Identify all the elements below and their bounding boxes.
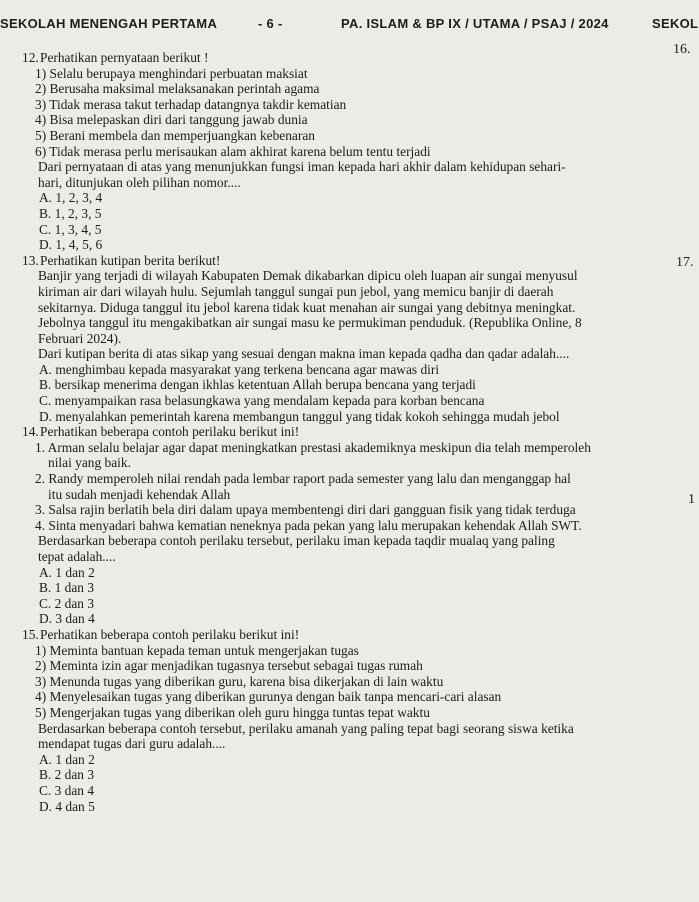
question-14 [22, 424, 652, 627]
question-text: tepat adalah.... [38, 549, 116, 564]
answer-option-a[interactable]: A. menghimbau kepada masyarakat yang terkena bencana agar mawas diri [39, 361, 440, 377]
question-12 [22, 50, 652, 253]
side-number-17: 17. [676, 255, 694, 270]
questions-column [22, 50, 652, 814]
statement-item: 3) Tidak merasa takut terhadap datangnya takdir kematian [35, 96, 347, 112]
answer-option-a[interactable]: A. 1 dan 2 [39, 564, 95, 580]
page-header [0, 8, 699, 32]
question-13 [22, 253, 652, 425]
question-prompt: 14.Perhatikan beberapa contoh perilaku berikut ini! [22, 424, 300, 440]
question-text: hari, ditunjukan oleh pilihan nomor.... [38, 174, 241, 190]
question-prompt: 15.Perhatikan beberapa contoh perilaku berikut ini! [22, 626, 300, 642]
question-prompt: 12.Perhatikan pernyataan berikut ! [22, 50, 209, 65]
answer-option-b[interactable]: B. 1 dan 3 [39, 580, 95, 596]
news-passage-line: Februari 2024). [38, 330, 122, 346]
answer-option-b[interactable]: B. bersikap menerima dengan ikhlas ketentuan Allah berupa bencana yang terjadi [39, 377, 476, 393]
side-number-16: 16. [673, 42, 691, 57]
question-15 [22, 627, 652, 814]
answer-option-c[interactable]: C. 2 dan 3 [39, 595, 95, 611]
statement-item: 1) Selalu berupaya menghindari perbuatan maksiat [35, 65, 308, 81]
question-text: Dari pernyataan di atas yang menunjukkan fungsi iman kepada hari akhir dalam kehidupan sehari- [38, 159, 566, 175]
behavior-item: 1. Arman selalu belajar agar dapat meningkatkan prestasi akademiknya meskipun dia telah memperoleh [35, 439, 591, 455]
behavior-item: 5) Mengerjakan tugas yang diberikan oleh guru hingga tuntas tepat waktu [35, 704, 430, 720]
behavior-item: 2. Randy memperoleh nilai rendah pada lembar raport pada semester yang lalu dan menganggap hal [35, 471, 571, 487]
question-prompt: 13.Perhatikan kutipan berita berikut! [22, 252, 221, 268]
side-number-cut: 1 [688, 492, 695, 507]
answer-option-d[interactable]: D. 3 dan 4 [39, 611, 95, 627]
question-text: Berdasarkan beberapa contoh perilaku tersebut, perilaku iman kepada taqdir mualaq yang paling [38, 533, 555, 549]
header-cut-text: SEKOL [652, 16, 699, 31]
behavior-item: 3. Salsa rajin berlatih bela diri dalam upaya membentengi diri dari gangguan fisik yang tidak terduga [35, 502, 576, 518]
answer-option-a[interactable]: A. 1, 2, 3, 4 [39, 190, 103, 206]
behavior-item: 4) Menyelesaikan tugas yang diberikan gurunya dengan baik tanpa mencari-cari alasan [35, 689, 502, 705]
answer-option-d[interactable]: D. 1, 4, 5, 6 [39, 237, 103, 253]
statement-item: 5) Berani membela dan memperjuangkan kebenaran [35, 127, 315, 143]
news-passage-line: Jebolnya tanggul itu mengakibatkan air sungai masu ke permukiman penduduk. (Republika Online, 8 [38, 315, 582, 331]
behavior-item: 3) Menunda tugas yang diberikan guru, karena bisa dikerjakan di lain waktu [35, 673, 444, 689]
news-passage-line: kiriman air dari wilayah hulu. Sejumlah tanggul sungai pun jebol, yang memicu banjir di daerah [38, 283, 554, 299]
answer-option-d[interactable]: D. menyalahkan pemerintah karena membangun tanggul yang tidak kokoh sehingga mudah jebol [39, 408, 560, 424]
question-text: mendapat tugas dari guru adalah.... [38, 736, 226, 752]
behavior-item: 4. Sinta menyadari bahwa kematian neneknya pada pekan yang lalu merupakan kehendak Allah SWT. [35, 517, 582, 533]
answer-option-c[interactable]: C. menyampaikan rasa belasungkawa yang mendalam kepada para korban bencana [39, 393, 485, 409]
school-name: SEKOLAH MENENGAH PERTAMA [0, 16, 218, 31]
question-number: 12. [22, 50, 39, 65]
question-number: 15. [22, 626, 39, 642]
statement-item: 6) Tidak merasa perlu merisaukan alam akhirat karena belum tentu terjadi [35, 143, 431, 159]
question-number: 13. [22, 252, 39, 268]
question-number: 14. [22, 424, 39, 440]
answer-option-c[interactable]: C. 3 dan 4 [39, 782, 95, 798]
answer-option-c[interactable]: C. 1, 3, 4, 5 [39, 221, 102, 237]
statement-item: 4) Bisa melepaskan diri dari tanggung jawab dunia [35, 112, 308, 128]
news-passage-line: sekitarnya. Diduga tanggul itu jebol karena tidak kuat menahan air sungai yang debitnya meningkat. [38, 299, 576, 315]
question-text: Berdasarkan beberapa contoh tersebut, perilaku amanah yang paling tepat bagi seorang siswa ketika [38, 720, 574, 736]
answer-option-b[interactable]: B. 2 dan 3 [39, 767, 95, 783]
behavior-item: 2) Meminta izin agar menjadikan tugasnya tersebut sebagai tugas rumah [35, 658, 423, 674]
question-text: Dari kutipan berita di atas sikap yang sesuai dengan makna iman kepada qadha dan qadar adalah.... [38, 346, 570, 362]
answer-option-a[interactable]: A. 1 dan 2 [39, 751, 95, 767]
page-number: - 6 - [258, 16, 283, 31]
exam-subject: PA. ISLAM & BP IX / UTAMA / PSAJ / 2024 [341, 16, 609, 31]
statement-item: 2) Berusaha maksimal melaksanakan perintah agama [35, 81, 320, 97]
behavior-item: nilai yang baik. [48, 455, 131, 471]
behavior-item: itu sudah menjadi kehendak Allah [48, 486, 231, 502]
answer-option-b[interactable]: B. 1, 2, 3, 5 [39, 205, 102, 221]
answer-option-d[interactable]: D. 4 dan 5 [39, 798, 95, 814]
news-passage-line: Banjir yang terjadi di wilayah Kabupaten Demak dikabarkan dipicu oleh luapan air sungai menyusul [38, 268, 578, 284]
behavior-item: 1) Meminta bantuan kepada teman untuk mengerjakan tugas [35, 642, 359, 658]
